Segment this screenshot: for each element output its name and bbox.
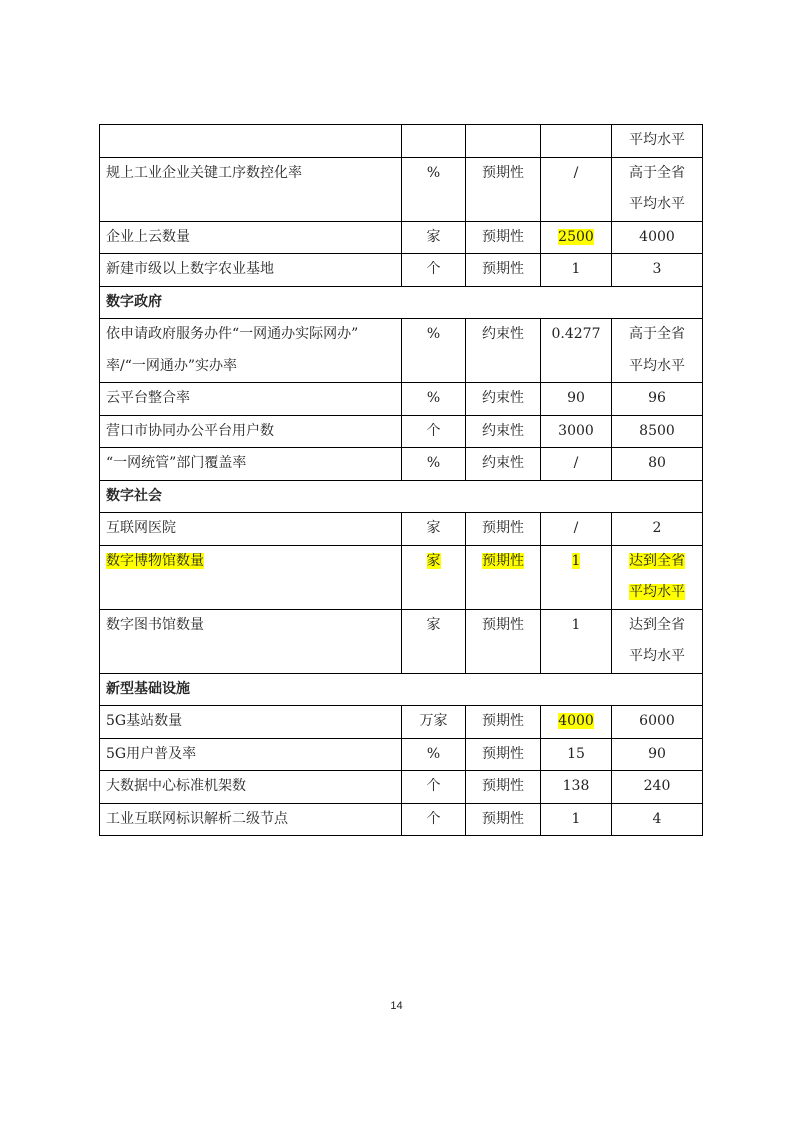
cell-text: 个 <box>426 422 441 439</box>
cell-target-line <box>618 125 696 157</box>
indicator-table-body <box>100 125 703 836</box>
cell-text: 达到全省 <box>629 552 685 569</box>
cell-target-line <box>618 351 696 383</box>
cell-base <box>541 513 612 546</box>
table-row <box>100 513 703 546</box>
cell-text: / <box>573 164 579 181</box>
cell-name <box>100 383 402 416</box>
cell-text: 0.4277 <box>551 326 601 342</box>
cell-text: 云平台整合率 <box>106 390 190 406</box>
cell-text: 企业上云数量 <box>106 228 190 245</box>
table-row <box>100 157 703 221</box>
cell-base <box>541 545 612 609</box>
table-row <box>100 706 703 739</box>
cell-text: 平均水平 <box>629 196 685 212</box>
cell-target-line <box>618 448 696 480</box>
cell-name-line <box>106 222 395 254</box>
cell-target-line <box>618 222 696 254</box>
cell-text: % <box>426 326 441 342</box>
cell-type <box>466 513 541 546</box>
cell-text: 个 <box>426 778 441 794</box>
cell-text: 15 <box>567 745 585 762</box>
cell-text: 2 <box>652 520 662 536</box>
cell-type <box>466 448 541 481</box>
cell-text: 个 <box>426 261 441 277</box>
section-header-row <box>100 480 703 513</box>
cell-text: 约束性 <box>482 455 524 471</box>
cell-text: 数字图书馆数量 <box>106 616 204 633</box>
cell-type <box>466 415 541 448</box>
cell-text: 依申请政府服务办件“一网通办实际网办” <box>106 326 359 342</box>
cell-text: 2500 <box>558 228 594 245</box>
cell-target-line <box>618 739 696 771</box>
cell-text: % <box>426 745 441 762</box>
section-title: 数字社会 <box>100 480 703 513</box>
cell-type <box>466 254 541 287</box>
cell-text: 率/“一网通办”实办率 <box>106 357 238 374</box>
cell-target <box>612 738 703 771</box>
cell-target-line <box>618 416 696 448</box>
cell-name-line <box>106 319 395 351</box>
cell-unit <box>402 609 466 673</box>
cell-text: 4 <box>652 810 662 827</box>
cell-text: 大数据中心标准机架数 <box>106 778 246 794</box>
cell-name <box>100 738 402 771</box>
cell-unit <box>402 383 466 416</box>
cell-text: % <box>426 164 441 181</box>
section-title: 新型基础设施 <box>100 673 703 706</box>
cell-target-line <box>618 513 696 545</box>
cell-text: 家 <box>426 520 441 536</box>
cell-unit <box>402 157 466 221</box>
table-row <box>100 221 703 254</box>
cell-text: 预期性 <box>482 261 524 277</box>
cell-target <box>612 771 703 804</box>
cell-type <box>466 319 541 383</box>
cell-unit <box>402 803 466 836</box>
cell-base <box>541 157 612 221</box>
cell-unit <box>402 319 466 383</box>
cell-text: 1 <box>571 616 581 633</box>
cell-type <box>466 609 541 673</box>
cell-name <box>100 254 402 287</box>
cell-type <box>466 221 541 254</box>
cell-text: 家 <box>426 552 441 569</box>
section-header-row <box>100 673 703 706</box>
table-row <box>100 803 703 836</box>
section-header-row <box>100 286 703 319</box>
cell-name-line <box>106 546 395 578</box>
cell-name <box>100 545 402 609</box>
cell-text: 互联网医院 <box>106 520 176 536</box>
cell-target-line <box>618 546 696 578</box>
cell-text: 万家 <box>419 713 448 729</box>
cell-target <box>612 513 703 546</box>
cell-base <box>541 706 612 739</box>
cell-text: 预期性 <box>482 810 524 827</box>
cell-text: 平均水平 <box>629 357 685 374</box>
cell-text: 新建市级以上数字农业基地 <box>106 261 274 277</box>
cell-type <box>466 738 541 771</box>
cell-text: 平均水平 <box>629 648 685 664</box>
cell-type <box>466 383 541 416</box>
cell-name <box>100 771 402 804</box>
cell-text: 工业互联网标识解析二级节点 <box>106 810 288 827</box>
cell-text: 6000 <box>639 713 675 729</box>
cell-text: 家 <box>426 228 441 245</box>
cell-unit <box>402 254 466 287</box>
cell-text: 预期性 <box>482 616 524 633</box>
cell-text: 90 <box>648 745 666 762</box>
cell-target <box>612 609 703 673</box>
cell-unit <box>402 706 466 739</box>
cell-base <box>541 448 612 481</box>
cell-text: 96 <box>648 390 666 406</box>
cell-type <box>466 706 541 739</box>
cell-text: 达到全省 <box>629 616 685 633</box>
cell-text: 高于全省 <box>629 164 685 181</box>
table-row <box>100 771 703 804</box>
cell-name-line <box>106 254 395 286</box>
cell-name-line <box>106 448 395 480</box>
cell-target-line <box>618 804 696 836</box>
table-row <box>100 448 703 481</box>
cell-target <box>612 319 703 383</box>
cell-text: “一网统管”部门覆盖率 <box>106 455 247 471</box>
cell-name-line <box>106 351 395 383</box>
cell-target <box>612 221 703 254</box>
cell-text: 5G用户普及率 <box>106 745 197 762</box>
cell-type <box>466 545 541 609</box>
cell-name <box>100 125 402 158</box>
cell-target-line <box>618 641 696 673</box>
cell-base <box>541 415 612 448</box>
cell-text: 营口市协同办公平台用户数 <box>106 422 274 439</box>
cell-name-line <box>106 739 395 771</box>
cell-text: 138 <box>562 778 590 794</box>
cell-text: 约束性 <box>482 422 524 439</box>
cell-target-line <box>618 254 696 286</box>
cell-text: 家 <box>426 616 441 633</box>
cell-text: % <box>426 390 441 406</box>
cell-target-line <box>618 383 696 415</box>
cell-text: 1 <box>571 552 581 569</box>
cell-target-line <box>618 610 696 642</box>
cell-base <box>541 771 612 804</box>
table-row <box>100 254 703 287</box>
cell-base <box>541 383 612 416</box>
cell-name <box>100 706 402 739</box>
cell-type <box>466 125 541 158</box>
table-row <box>100 125 703 158</box>
cell-text: / <box>573 455 579 471</box>
cell-text: 8500 <box>639 422 675 439</box>
cell-target-line <box>618 319 696 351</box>
cell-name-line <box>106 610 395 642</box>
cell-text: 240 <box>643 778 671 794</box>
cell-base <box>541 254 612 287</box>
cell-name-line <box>106 706 395 738</box>
cell-text: 1 <box>571 261 581 277</box>
cell-name <box>100 448 402 481</box>
cell-text: 平均水平 <box>629 584 685 600</box>
section-title: 数字政府 <box>100 286 703 319</box>
cell-target <box>612 545 703 609</box>
cell-text: 平均水平 <box>629 132 685 148</box>
cell-text: 数字博物馆数量 <box>106 552 204 569</box>
cell-name <box>100 513 402 546</box>
cell-text: 90 <box>567 390 585 406</box>
cell-name-line <box>106 513 395 545</box>
cell-target-line <box>618 189 696 221</box>
cell-text: 预期性 <box>482 520 524 536</box>
cell-text: 约束性 <box>482 326 524 342</box>
cell-unit <box>402 771 466 804</box>
cell-unit <box>402 448 466 481</box>
cell-name <box>100 319 402 383</box>
cell-target-line <box>618 577 696 609</box>
cell-target <box>612 125 703 158</box>
cell-target-line <box>618 771 696 803</box>
cell-name <box>100 609 402 673</box>
cell-text: 预期性 <box>482 552 524 569</box>
cell-type <box>466 157 541 221</box>
cell-text: % <box>426 455 441 471</box>
cell-unit <box>402 513 466 546</box>
cell-base <box>541 803 612 836</box>
cell-base <box>541 221 612 254</box>
table-row <box>100 319 703 383</box>
cell-text: 规上工业企业关键工序数控化率 <box>106 164 302 181</box>
table-row <box>100 545 703 609</box>
cell-text: 1 <box>571 810 581 827</box>
cell-name <box>100 221 402 254</box>
cell-unit <box>402 738 466 771</box>
cell-name <box>100 803 402 836</box>
cell-text: 3 <box>652 261 662 277</box>
cell-text: 4000 <box>558 713 594 729</box>
cell-target <box>612 254 703 287</box>
cell-text: 个 <box>426 810 441 827</box>
cell-base <box>541 125 612 158</box>
cell-unit <box>402 545 466 609</box>
cell-base <box>541 319 612 383</box>
cell-text: 80 <box>648 455 666 471</box>
cell-text: 4000 <box>639 228 675 245</box>
cell-text: 5G基站数量 <box>106 713 183 729</box>
cell-base <box>541 609 612 673</box>
cell-text: 预期性 <box>482 228 524 245</box>
cell-target <box>612 448 703 481</box>
cell-unit <box>402 221 466 254</box>
cell-type <box>466 771 541 804</box>
table-row <box>100 738 703 771</box>
cell-type <box>466 803 541 836</box>
cell-name <box>100 415 402 448</box>
cell-name <box>100 157 402 221</box>
cell-name-line <box>106 383 395 415</box>
cell-text: 高于全省 <box>629 326 685 342</box>
cell-target <box>612 415 703 448</box>
cell-text: 预期性 <box>482 745 524 762</box>
cell-target-line <box>618 158 696 190</box>
cell-target-line <box>618 706 696 738</box>
page-number: 14 <box>390 1000 403 1012</box>
cell-target <box>612 706 703 739</box>
cell-target <box>612 157 703 221</box>
cell-name-line <box>106 771 395 803</box>
cell-text: 约束性 <box>482 390 524 406</box>
cell-target <box>612 383 703 416</box>
cell-name-line <box>106 804 395 836</box>
table-row <box>100 383 703 416</box>
cell-text: 预期性 <box>482 778 524 794</box>
cell-text: 预期性 <box>482 164 524 181</box>
cell-text: 预期性 <box>482 713 524 729</box>
cell-base <box>541 738 612 771</box>
cell-name-line <box>106 158 395 190</box>
cell-target <box>612 803 703 836</box>
table-row <box>100 415 703 448</box>
cell-text: 3000 <box>558 422 594 439</box>
cell-unit <box>402 125 466 158</box>
cell-unit <box>402 415 466 448</box>
table-row <box>100 609 703 673</box>
cell-name-line <box>106 416 395 448</box>
indicator-table <box>99 124 703 836</box>
cell-text: / <box>573 520 579 536</box>
